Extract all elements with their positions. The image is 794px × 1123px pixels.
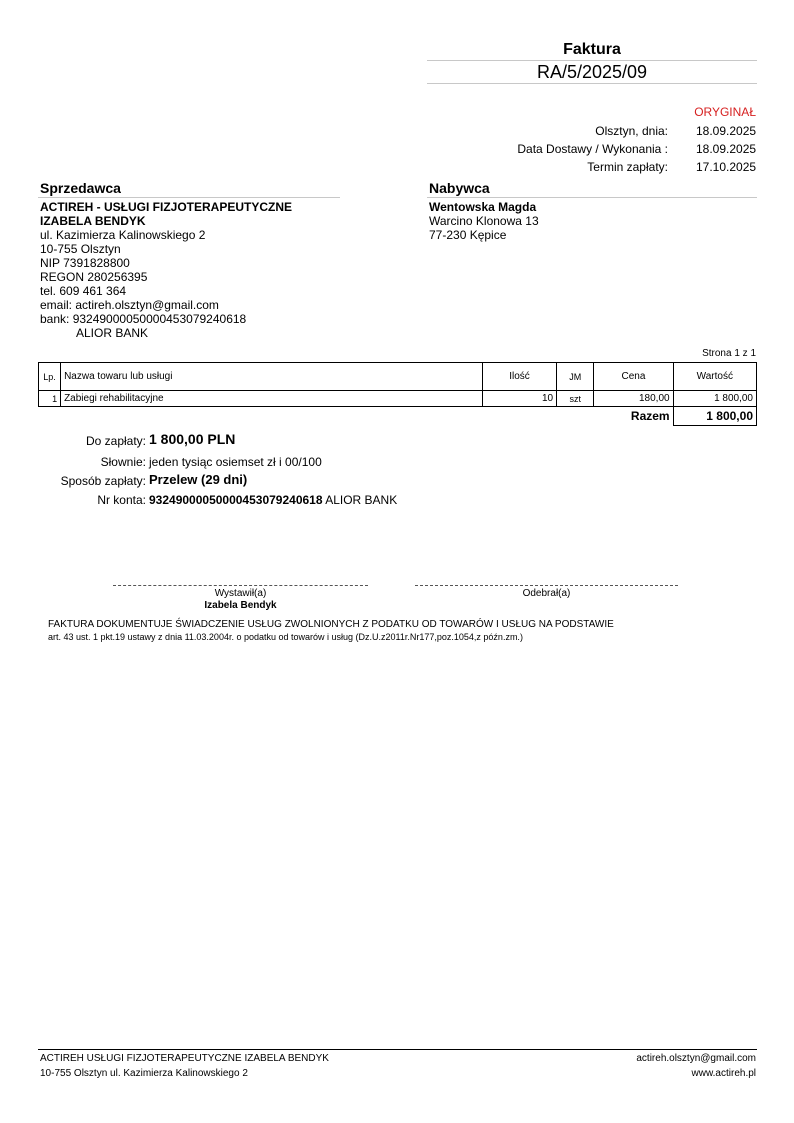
legal-note-line2: art. 43 ust. 1 pkt.19 ustawy z dnia 11.03.2004r. o podatku od towarów i usług (Dz.U.z2011r.Nr177,poz.1054,z późn.zm.) — [48, 632, 523, 642]
received-label: Odebrał(a) — [522, 588, 571, 599]
table-row — [39, 391, 757, 407]
seller-email: email: actireh.olsztyn@gmail.com — [40, 298, 219, 312]
buyer-block — [429, 200, 539, 242]
table-header-row — [39, 363, 757, 391]
seller-street: ul. Kazimierza Kalinowskiego 2 — [40, 228, 206, 242]
meta-label: Data Dostawy / Wykonania : — [517, 142, 668, 156]
cell-qty: 10 — [482, 391, 556, 407]
receiver-signature-line — [415, 585, 678, 586]
due-value: 1 800,00 PLN — [149, 431, 236, 447]
footer-left-line1: ACTIREH USŁUGI FIZJOTERAPEUTYCZNE IZABELA BENDYK — [40, 1053, 329, 1064]
header-rule-bottom — [427, 83, 757, 84]
seller-regon: REGON 280256395 — [40, 270, 148, 284]
footer-rule — [38, 1049, 757, 1050]
seller-bank-name: ALIOR BANK — [76, 326, 149, 340]
seller-heading: Sprzedawca — [40, 180, 121, 196]
footer-email: actireh.olsztyn@gmail.com — [636, 1053, 756, 1064]
meta-value: 18.09.2025 — [696, 142, 757, 156]
invoice-heading: Faktura — [563, 41, 621, 58]
table-total-row — [39, 407, 757, 426]
header-value: Wartość — [673, 363, 756, 391]
buyer-heading: Nabywca — [429, 180, 490, 196]
account-line — [149, 493, 397, 507]
buyer-street: Warcino Klonowa 13 — [429, 214, 539, 228]
total-value: 1 800,00 — [673, 407, 756, 426]
due-label: Do zapłaty: — [85, 434, 146, 448]
issued-label: Wystawił(a) — [214, 588, 267, 599]
cell-name: Zabiegi rehabilitacyjne — [61, 391, 483, 407]
seller-bank: bank: 93249000050000453079240618 — [40, 312, 247, 326]
items-table — [38, 362, 757, 426]
seller-nip: NIP 7391828800 — [40, 256, 130, 270]
seller-block — [40, 200, 292, 340]
cell-lp: 1 — [39, 391, 61, 407]
words-value: jeden tysiąc osiemset zł i 00/100 — [149, 455, 322, 469]
seller-name-line2: IZABELA BENDYK — [40, 214, 146, 228]
buyer-city: 77-230 Kępice — [429, 228, 507, 242]
header-unit: JM — [557, 363, 594, 391]
method-label: Sposób zapłaty: — [60, 474, 146, 488]
account-bank: ALIOR BANK — [325, 493, 398, 507]
header-price: Cena — [594, 363, 673, 391]
cell-price: 180,00 — [594, 391, 673, 407]
meta-label: Termin zapłaty: — [587, 160, 668, 174]
cell-value: 1 800,00 — [673, 391, 756, 407]
method-value: Przelew (29 dni) — [149, 472, 248, 487]
footer-left-line2: 10-755 Olsztyn ul. Kazimierza Kalinowskiego 2 — [40, 1068, 248, 1079]
total-label: Razem — [594, 407, 673, 426]
words-label: Słownie: — [100, 455, 146, 469]
seller-city: 10-755 Olsztyn — [40, 242, 121, 256]
seller-tel: tel. 609 461 364 — [40, 284, 127, 298]
meta-value: 18.09.2025 — [696, 124, 757, 138]
issued-name: Izabela Bendyk — [204, 600, 277, 611]
meta-label: Olsztyn, dnia: — [595, 124, 668, 138]
issuer-signature-line — [113, 585, 368, 586]
buyer-rule — [427, 197, 757, 198]
page-info: Strona 1 z 1 — [702, 348, 756, 359]
header-name: Nazwa towaru lub usługi — [61, 363, 483, 391]
cell-unit: szt — [557, 391, 594, 407]
original-label: ORYGINAŁ — [694, 105, 756, 119]
seller-name-line1: ACTIREH - USŁUGI FIZJOTERAPEUTYCZNE — [40, 200, 293, 214]
header-lp: Lp. — [39, 363, 61, 391]
footer-website: www.actireh.pl — [691, 1068, 756, 1079]
account-label: Nr konta: — [97, 493, 146, 507]
buyer-name: Wentowska Magda — [429, 200, 537, 214]
header-qty: Ilość — [482, 363, 556, 391]
legal-note-line1: FAKTURA DOKUMENTUJE ŚWIADCZENIE USŁUG ZWOLNIONYCH Z PODATKU OD TOWARÓW I USŁUG NA PODSTAWIE — [48, 619, 614, 630]
account-number: 93249000050000453079240618 — [149, 493, 323, 507]
seller-rule — [38, 197, 340, 198]
header-rule-top — [427, 60, 757, 61]
meta-value: 17.10.2025 — [696, 160, 757, 174]
invoice-number: RA/5/2025/09 — [536, 62, 648, 82]
